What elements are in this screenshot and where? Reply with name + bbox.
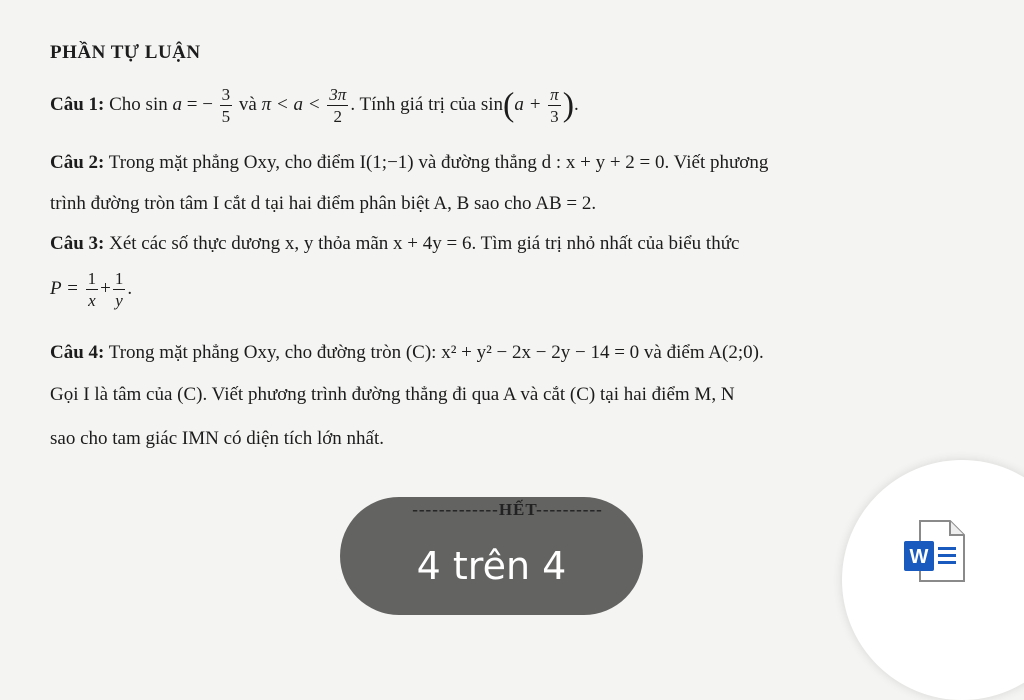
question-4-label: Câu 4: — [50, 342, 105, 363]
question-1-label: Câu 1: — [50, 93, 105, 115]
q1-text-2: a — [172, 93, 182, 115]
q2-line-1-text: Trong mặt phẳng Oxy, cho điểm I(1;−1) và đường thẳng d : x + y + 2 = 0. Viết phương — [104, 152, 769, 173]
q1-close-paren: ) — [562, 86, 575, 124]
q1-text-5: π < a < — [261, 93, 321, 115]
q1-fraction-3-num: π — [550, 85, 559, 104]
q1-open-paren: ( — [503, 86, 515, 124]
question-2-label: Câu 2: — [50, 152, 105, 173]
q3-fraction-1 — [86, 270, 99, 309]
question-1 — [50, 86, 579, 125]
q1-text-7: a + — [514, 93, 542, 115]
q3-line-1-text: Xét các số thực dương x, y thỏa mãn x + 4y = 6. Tìm giá trị nhỏ nhất của biểu thức — [104, 233, 740, 254]
question-2-line-2: trình đường tròn tâm I cắt d tại hai điểm phân biệt A, B sao cho AB = 2. — [50, 193, 597, 214]
q1-text-6: . Tính giá trị của sin — [350, 93, 503, 115]
q3-fraction-2-num: 1 — [114, 269, 124, 288]
q1-text-1: Cho sin — [109, 93, 168, 115]
q1-fraction-1 — [220, 86, 233, 125]
q1-text-3: = − — [181, 93, 213, 115]
question-2-line-1 — [50, 152, 768, 174]
question-4-line-3: sao cho tam giác IMN có diện tích lớn nhất. — [50, 428, 385, 449]
q1-text-4: và — [238, 93, 262, 115]
q3-fraction-1-num: 1 — [87, 269, 97, 288]
question-4-line-1 — [50, 342, 764, 364]
q1-text-8: . — [574, 93, 579, 115]
section-heading: PHẦN TỰ LUẬN — [50, 42, 201, 63]
question-3-label: Câu 3: — [50, 233, 105, 254]
q1-fraction-3 — [548, 86, 561, 125]
question-3-line-1 — [50, 233, 739, 255]
q1-fraction-2-num: 3π — [329, 85, 347, 104]
question-4-line-2: Gọi I là tâm của (C). Viết phương trình đường thẳng đi qua A và cắt (C) tại hai điểm M, N — [50, 384, 735, 405]
q1-fraction-2-den: 2 — [333, 107, 343, 126]
q1-fraction-2 — [327, 86, 348, 125]
svg-text:W: W — [909, 546, 929, 568]
q1-fraction-1-den: 5 — [221, 107, 231, 126]
question-3-line-2 — [50, 270, 132, 309]
page-indicator-text: 4 trên 4 — [416, 544, 567, 588]
q3-plus: + — [100, 277, 111, 299]
q3-fraction-1-den: x — [88, 291, 96, 310]
q3-fraction-2-den: y — [115, 291, 123, 310]
q4-line-1-text: Trong mặt phẳng Oxy, cho đường tròn (C): x² + y² − 2x − 2y − 14 = 0 và điểm A(2;0). — [104, 342, 764, 363]
q1-fraction-1-num: 3 — [221, 85, 231, 104]
q3-fraction-2 — [113, 270, 126, 309]
word-app-icon[interactable] — [898, 515, 970, 587]
q1-fraction-3-den: 3 — [550, 107, 559, 126]
q3-end: . — [127, 277, 133, 299]
end-marker: -------------HẾT---------- — [412, 500, 603, 519]
q3-p: P = — [50, 277, 79, 299]
